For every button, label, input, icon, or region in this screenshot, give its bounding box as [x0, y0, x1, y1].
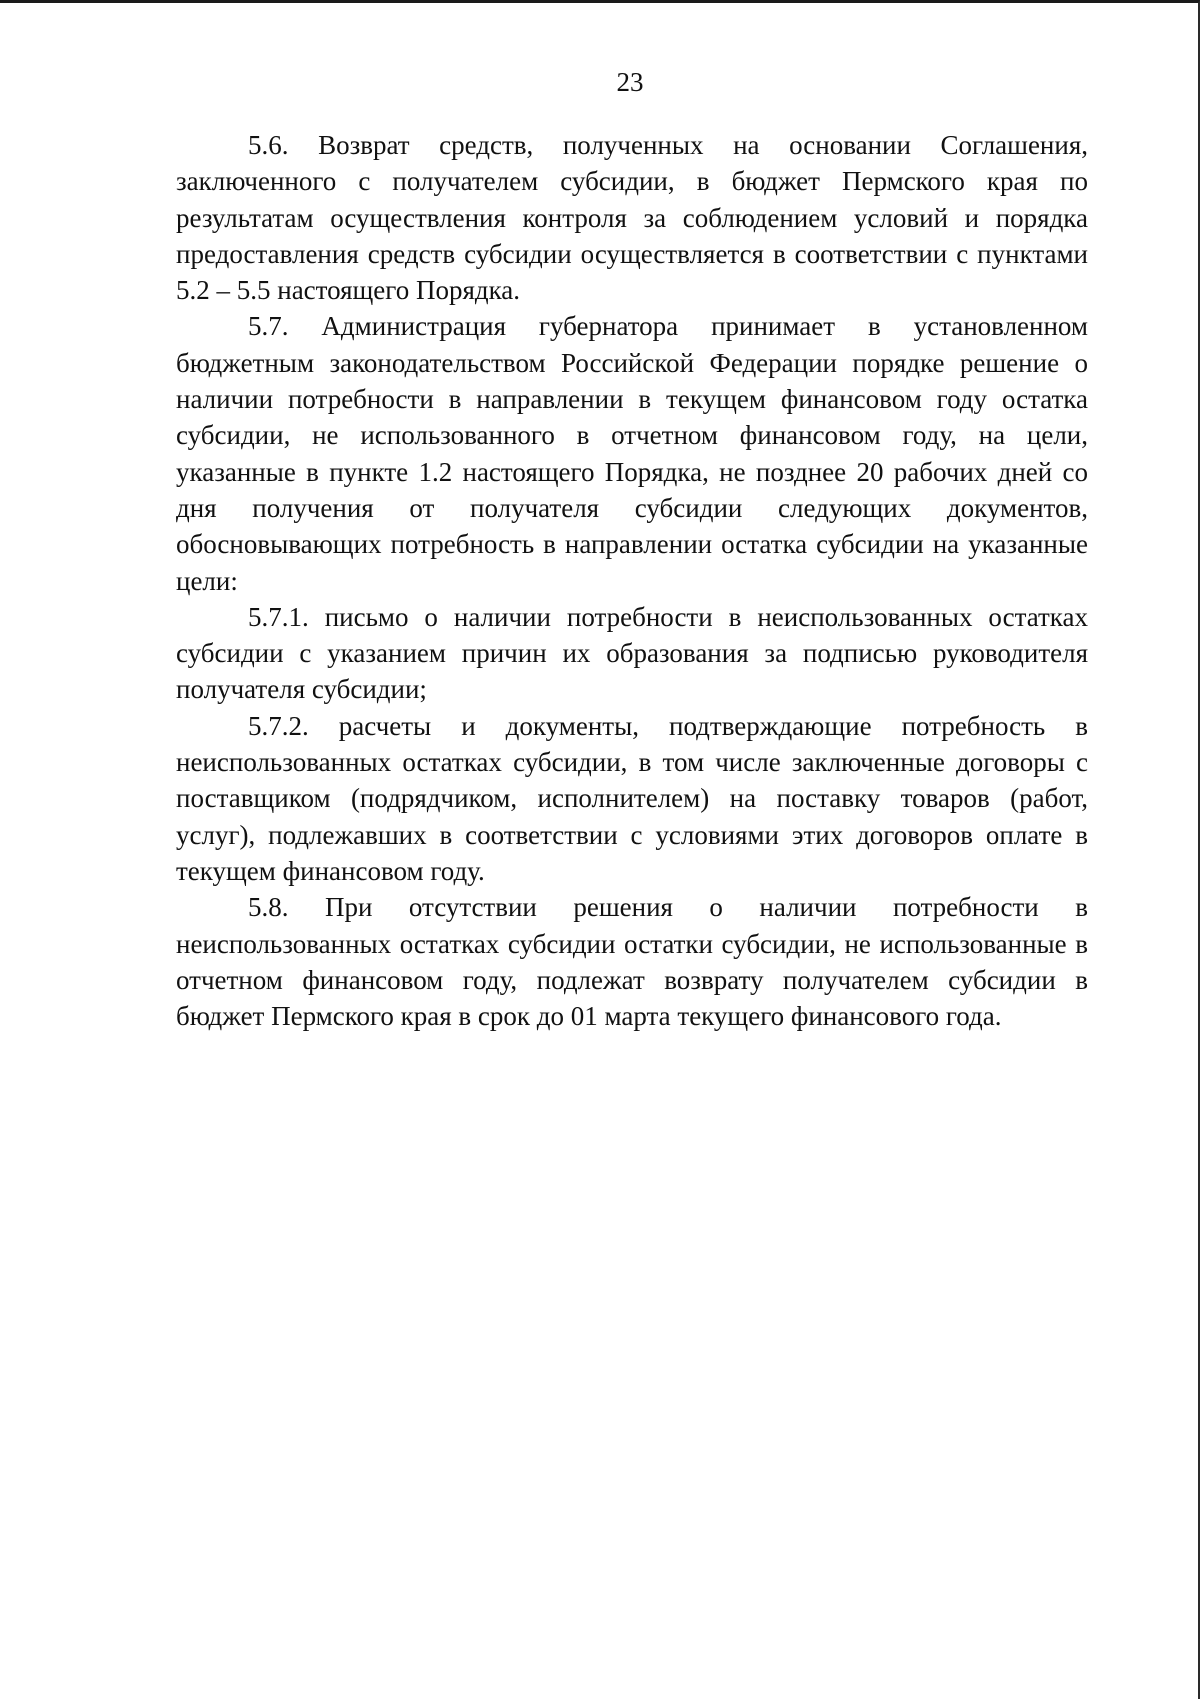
paragraph-text: Администрация губернатора принимает в установленном бюджетным законодательством Российской Федерации порядке решение о наличии потребности в направлении в текущем финансовом году остатка субсидии, не использованного в отчетном финансовом году, на цели, указанные в пункте 1.2 настоящего Порядка, не позднее 20 рабочих дней со дня получения от получателя субсидии следующих документов, обосновывающих потребность в направлении остатка субсидии на указанные цели:	[176, 311, 1088, 596]
paragraph-5-6	[176, 127, 1088, 308]
paragraph-number: 5.8.	[248, 892, 289, 923]
paragraph-5-7-1	[176, 599, 1088, 708]
paragraph-5-8	[176, 889, 1088, 1034]
paragraph-text: расчеты и документы, подтверждающие потребность в неиспользованных остатках субсидии, в том числе заключенные договоры с поставщиком (подрядчиком, исполнителем) на поставку товаров (работ, услуг), подлежавших в соответствии с условиями этих договоров оплате в текущем финансовом году.	[176, 710, 1088, 886]
paragraph-number: 5.7.2.	[248, 710, 309, 741]
paragraph-5-7-2	[176, 708, 1088, 889]
paragraph-number: 5.6.	[248, 130, 289, 160]
document-body	[176, 127, 1088, 1034]
paragraph-text: письмо о наличии потребности в неиспользованных остатках субсидии с указанием причин их образования за подписью руководителя получателя субсидии;	[176, 601, 1088, 705]
paragraph-5-7	[176, 308, 1088, 598]
paragraph-text: При отсутствии решения о наличии потребности в неиспользованных остатках субсидии остатки субсидии, не использованные в отчетном финансовом году, подлежат возврату получателем субсидии в бюджет Пермского края в срок до 01 марта текущего финансового года.	[176, 892, 1088, 1032]
paragraph-number: 5.7.	[248, 311, 289, 342]
paragraph-text: Возврат средств, полученных на основании Соглашения, заключенного с получателем субсидии, в бюджет Пермского края по результатам осуществления контроля за соблюдением условий и порядка предоставления средств субсидии осуществляется в соответствии с пунктами 5.2 – 5.5 настоящего Порядка.	[176, 130, 1088, 306]
page-number: 23	[616, 67, 644, 97]
paragraph-number: 5.7.1.	[248, 601, 309, 632]
